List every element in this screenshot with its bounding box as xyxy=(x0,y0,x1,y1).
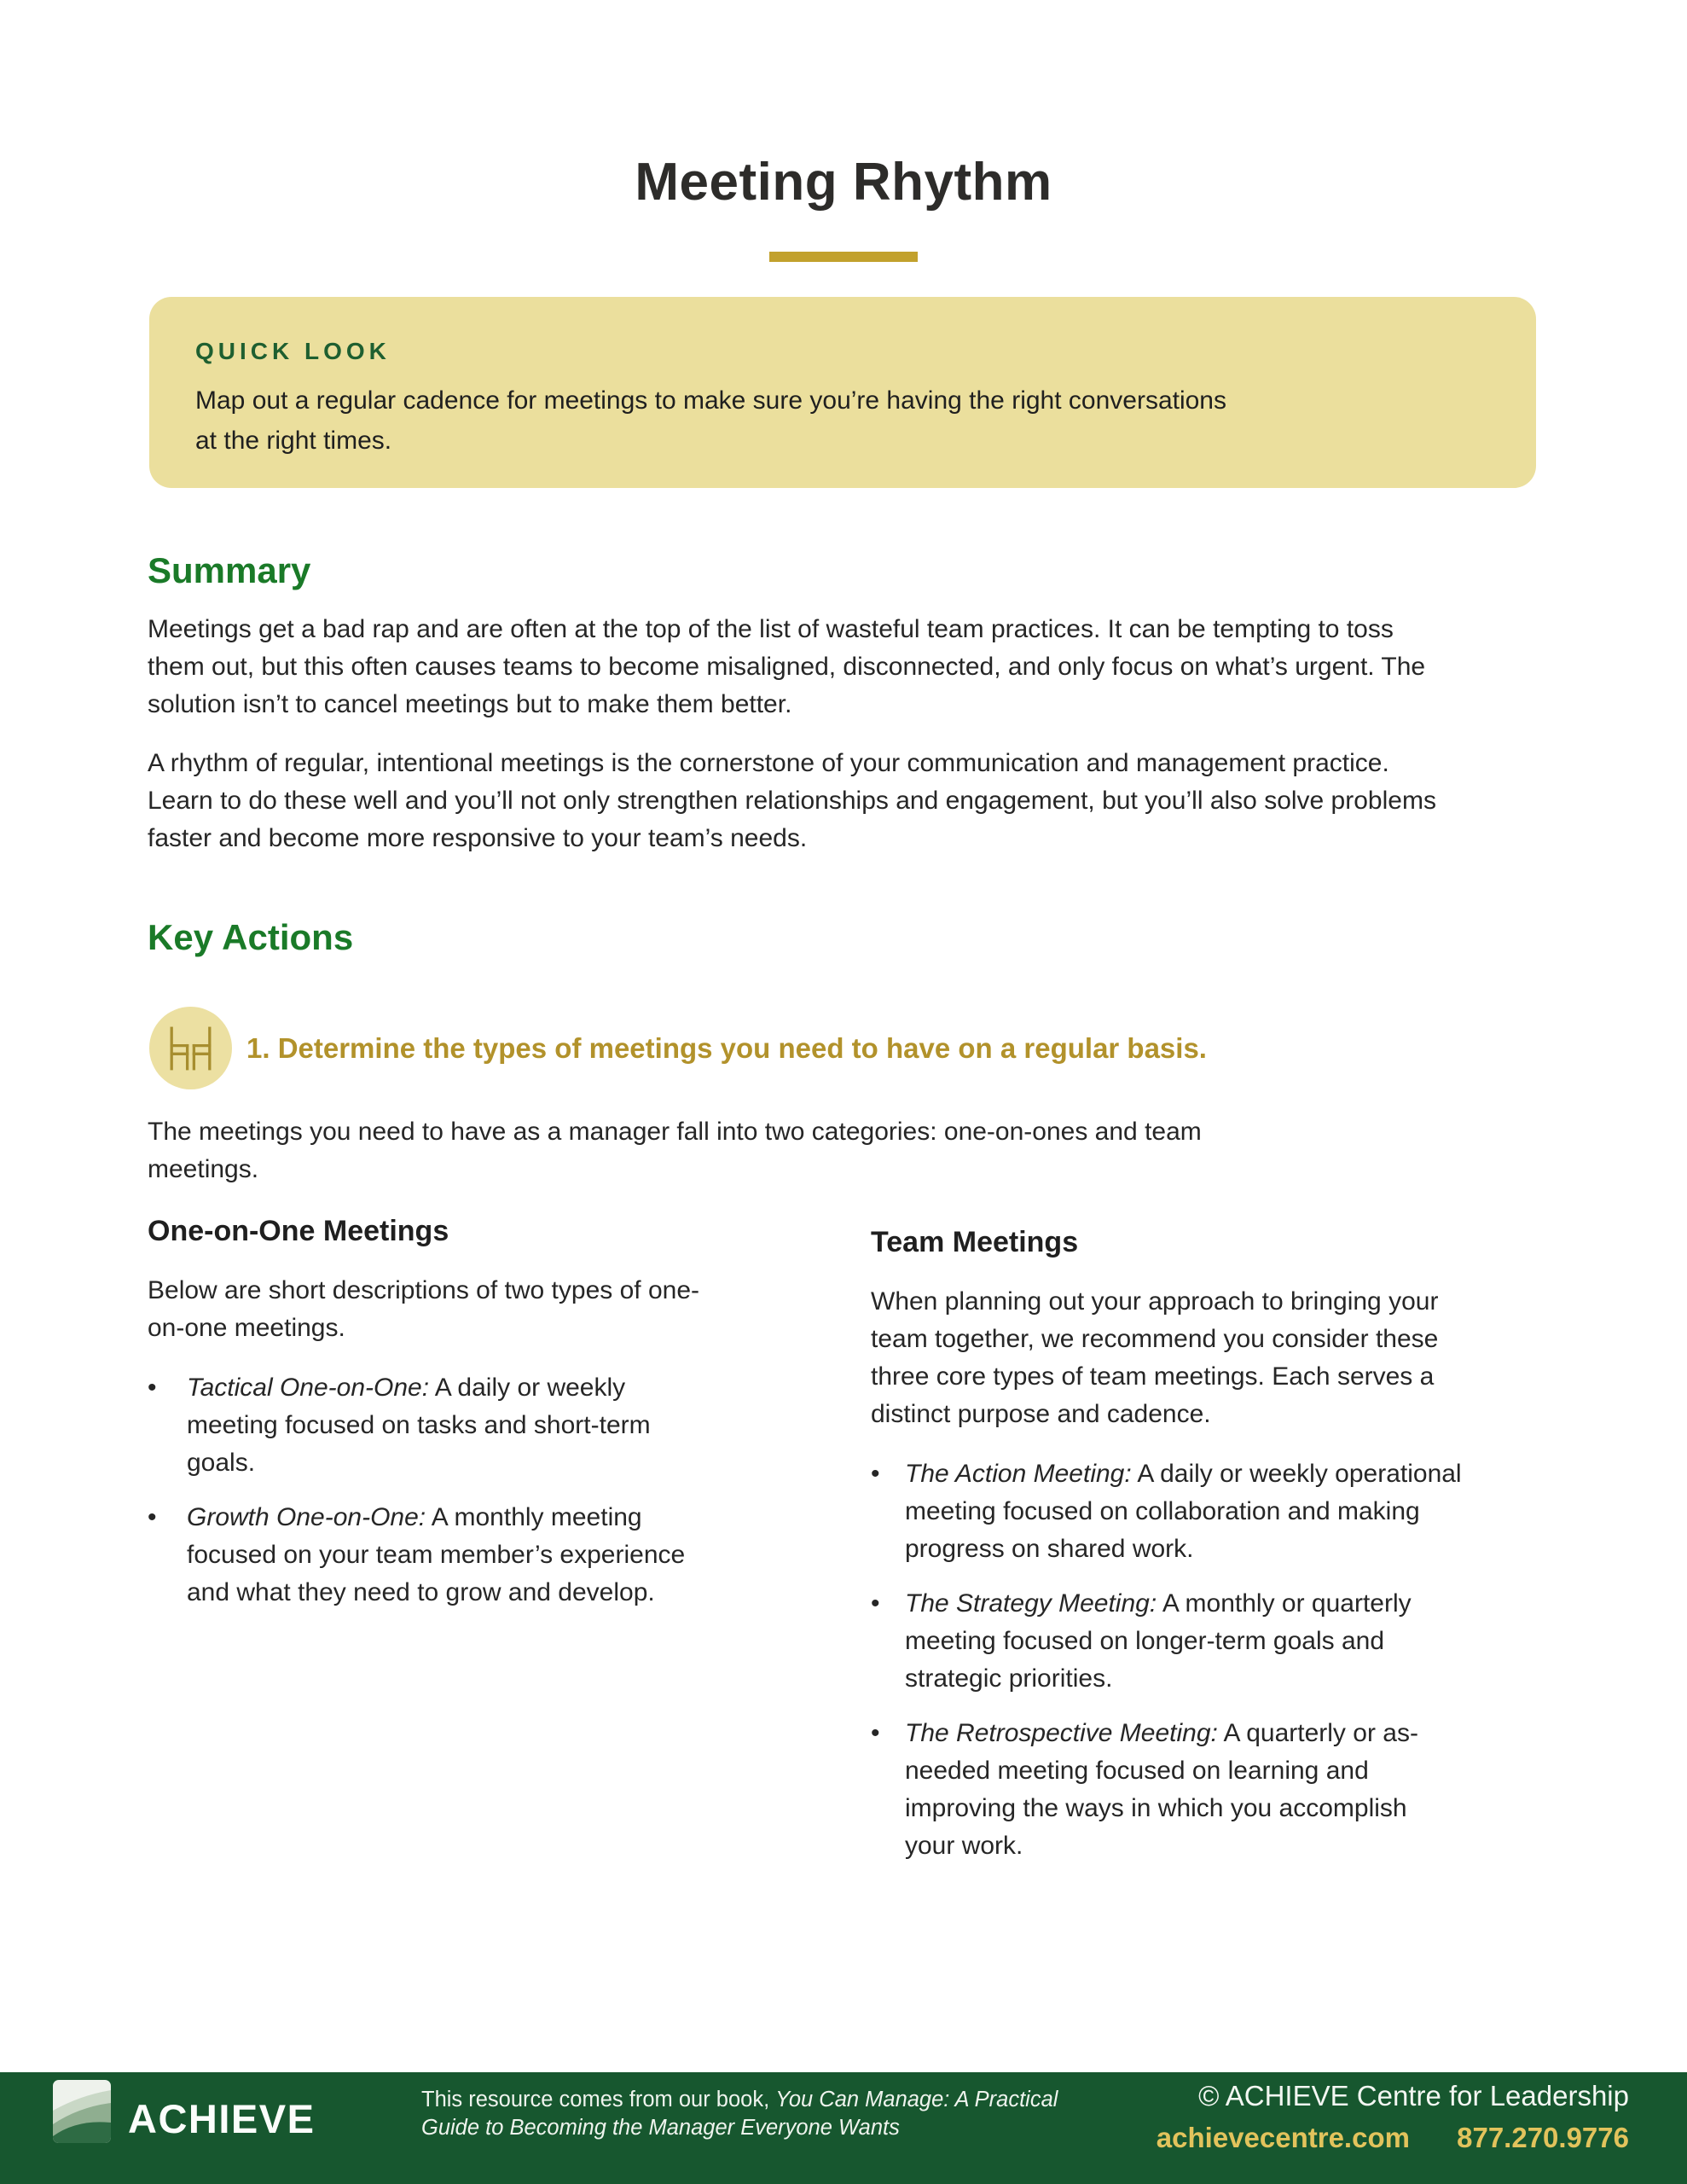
team-meetings-heading: Team Meetings xyxy=(871,1226,1079,1258)
footer-book-line-1 xyxy=(421,2086,1058,2114)
bullet-lead: The Action Meeting: xyxy=(905,1460,1132,1488)
footer-phone-number: 877.270.9776 xyxy=(1457,2122,1629,2153)
bullet-body: A daily or weekly operational meeting focused on collaboration and making progress on shared work. xyxy=(905,1460,1462,1563)
bullet-lead: Tactical One-on-One: xyxy=(187,1374,430,1402)
bullet-dot-icon: • xyxy=(148,1374,157,1402)
one-on-one-bullet-list xyxy=(148,1369,710,1612)
bullet-lead: Growth One-on-One: xyxy=(187,1503,426,1531)
footer-book-line-2 xyxy=(421,2114,1058,2142)
summary-heading: Summary xyxy=(148,550,311,590)
list-item xyxy=(148,1369,710,1482)
one-on-one-intro: Below are short descriptions of two types of one-on-one meetings. xyxy=(148,1276,699,1342)
key-action-1-intro: The meetings you need to have as a manager fall into two categories: one-on-ones and team meetings. xyxy=(148,1118,1202,1183)
key-actions-heading: Key Actions xyxy=(148,917,354,957)
team-meetings-intro: When planning out your approach to bringing your team together, we recommend you consider these three core types of team meetings. Each serves a distinct purpose and cadence. xyxy=(871,1287,1439,1428)
list-item xyxy=(871,1715,1464,1865)
one-on-one-meetings-column xyxy=(148,1215,710,1629)
chairs-icon xyxy=(149,1007,232,1089)
bullet-body: A daily or weekly meeting focused on tasks and short-term goals. xyxy=(187,1374,651,1477)
footer-book-title-part-2: Guide to Becoming the Manager Everyone Wants xyxy=(421,2116,900,2140)
footer-website-link[interactable]: achievecentre.com xyxy=(1156,2122,1410,2153)
footer-contact-block xyxy=(1157,2080,1629,2154)
bullet-dot-icon: • xyxy=(871,1460,880,1488)
footer-book-title-part-1: You Can Manage: A Practical xyxy=(775,2088,1058,2111)
bullet-dot-icon: • xyxy=(148,1503,157,1531)
bullet-body: A monthly or quarterly meeting focused on longer-term goals and strategic priorities. xyxy=(905,1589,1412,1693)
one-on-one-heading: One-on-One Meetings xyxy=(148,1215,449,1247)
list-item xyxy=(148,1499,710,1612)
bullet-text xyxy=(187,1499,710,1612)
page-title: Meeting Rhythm xyxy=(635,153,1052,212)
quick-look-line-1: Map out a regular cadence for meetings to make sure you’re having the right conversations xyxy=(195,386,1226,415)
bullet-text xyxy=(905,1715,1464,1865)
summary-paragraph-2: A rhythm of regular, intentional meetings is the cornerstone of your communication and management practice. Learn to do these well and you’ll not only strengthen relationships and engagement, but you’ll also solve problems faster and become more responsive to your team’s needs. xyxy=(148,749,1436,852)
bullet-body: A quarterly or as-needed meeting focused on learning and improving the ways in which you accomplish your work. xyxy=(905,1719,1418,1860)
team-meetings-bullet-list xyxy=(871,1455,1464,1865)
achieve-logo-icon xyxy=(53,2080,111,2143)
key-action-1-title: 1. Determine the types of meetings you need to have on a regular basis. xyxy=(246,1032,1207,1064)
footer-contact-line xyxy=(1157,2122,1629,2154)
list-item xyxy=(871,1455,1464,1568)
bullet-text xyxy=(905,1455,1464,1568)
quick-look-line-2: at the right times. xyxy=(195,427,392,455)
quick-look-callout xyxy=(149,297,1536,488)
footer-bar xyxy=(0,2072,1687,2184)
title-underline-rule xyxy=(769,252,918,262)
quick-look-text xyxy=(195,380,1226,461)
summary-paragraph-1: Meetings get a bad rap and are often at the top of the list of wasteful team practices. It can be tempting to toss them out, but this often causes teams to become misaligned, disconnected, and only focus on what’s urgent. The solution isn’t to cancel meetings but to make them better. xyxy=(148,615,1426,718)
footer-copyright: © ACHIEVE Centre for Leadership xyxy=(1198,2080,1629,2111)
achieve-wordmark: ACHIEVE xyxy=(128,2096,316,2141)
bullet-dot-icon: • xyxy=(871,1719,880,1747)
list-item xyxy=(871,1585,1464,1698)
quick-look-label: QUICK LOOK xyxy=(195,338,391,364)
bullet-text xyxy=(905,1585,1464,1698)
bullet-dot-icon: • xyxy=(871,1589,880,1618)
footer-book-prefix: This resource comes from our book, xyxy=(421,2088,776,2111)
bullet-lead: The Strategy Meeting: xyxy=(905,1589,1157,1618)
bullet-text xyxy=(187,1369,710,1482)
team-meetings-column xyxy=(871,1226,1464,1882)
footer-book-attribution xyxy=(421,2086,1058,2142)
bullet-body: A monthly meeting focused on your team member’s experience and what they need to grow and develop. xyxy=(187,1503,686,1606)
bullet-lead: The Retrospective Meeting: xyxy=(905,1719,1218,1747)
